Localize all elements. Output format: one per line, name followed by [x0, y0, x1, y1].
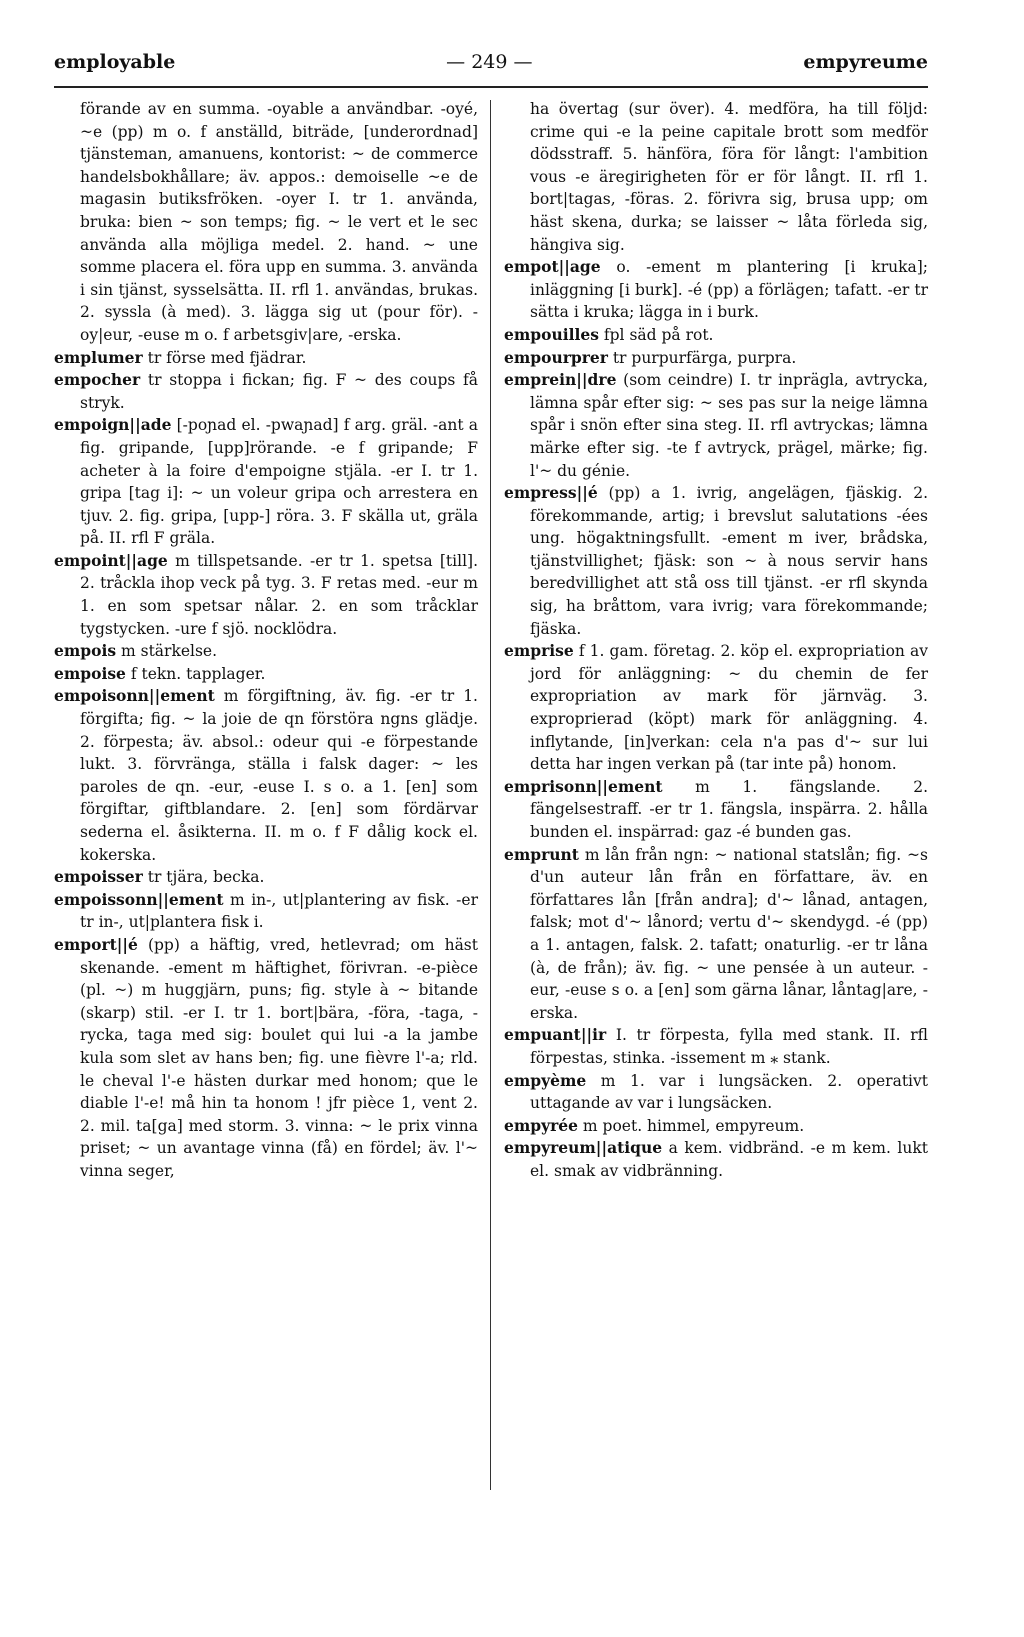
entry-text: m 1. fängslande. 2. fängelsestraff. -er tr 1. fängsla, inspärra. 2. hålla bunden el. inspärrad: gaz -é bunden gas. — [530, 777, 928, 841]
entry-headword: empois — [54, 641, 117, 661]
entry-headword: empyème — [504, 1070, 587, 1090]
entry-text: m 1. var i lungsäcken. 2. operativt uttagande av var i lungsäcken. — [530, 1071, 928, 1113]
entry-text: f tekn. tapplager. — [125, 664, 266, 683]
dictionary-entry — [54, 866, 478, 889]
entry-headword: empoisonn||ement — [54, 686, 215, 706]
dictionary-entry — [504, 776, 928, 844]
entry-headword: empocher — [54, 370, 141, 390]
dictionary-entry — [504, 1024, 928, 1069]
entry-text: a kem. vidbränd. -e m kem. lukt el. smak av vidbränning. — [530, 1139, 928, 1180]
running-head-right: empyreume — [803, 51, 928, 73]
entry-headword: empress||é — [504, 483, 598, 503]
entry-headword: empoissonn||ement — [54, 889, 224, 909]
running-head-left: employable — [54, 51, 176, 73]
entry-text: tr tjära, becka. — [142, 868, 265, 887]
dictionary-entry — [504, 844, 928, 1025]
entry-text: f 1. gam. företag. 2. köp el. expropriation av jord för anläggning: ~ du chemin de fer expropriation av mark för järnväg. 3. exproprierad (köpt) mark för anläggning. 4. inflytande, [in]verkan: cela n'a pas d'~ sur lui detta har ingen verkan på (tar inte på) honom. — [530, 642, 928, 774]
page-header — [54, 48, 928, 76]
dictionary-entry — [504, 369, 928, 482]
entry-text: m tillspetsande. -er tr 1. spetsa [till]. 2. tråckla ihop veck på tyg. 3. F retas med. -eur m 1. en som spetsar nålar. 2. en som tråcklar tygstycken. -ure f sjö. nocklödra. — [80, 551, 478, 638]
dictionary-entry — [54, 640, 478, 663]
entry-headword: emprise — [504, 641, 574, 661]
entry-headword: empoisser — [54, 867, 143, 887]
entry-text: fpl säd på rot. — [598, 325, 714, 344]
entry-headword: empouilles — [504, 324, 599, 344]
dictionary-entry — [54, 934, 478, 1183]
dictionary-entry — [504, 1115, 928, 1138]
entry-text: (pp) a häftig, vred, hetlevrad; om häst skenande. -ement m häftighet, förivran. -e-pièce (pl. ~) m huggjärn, puns; fig. style à ~ bitande (skarp) stil. -er I. tr 1. bort|bära, -föra, -taga, -rycka, taga med sig: boulet qui lui -a la jambe kula som slet av hans ben; fig. une fièvre l'-a; rld. le cheval l'-e hästen durkar med honom; que le diable l'-e! må hin ta honom ! jfr pièce 1, vent 2. 2. mil. ta[ga] med storm. 3. vinna: ~ le prix vinna priset; ~ un avantage vinna (få) en fördel; äv. l'~ vinna seger, — [80, 935, 478, 1180]
entry-text: förande av en summa. -oyable a användbar. -oyé, ~e (pp) m o. f anställd, biträde, [underordnad] tjänsteman, amanuens, kontorist: ~ de commerce handelsbokhållare; äv. appos.: demoiselle ~e de magasin butiksfröken. -oyer I. tr 1. använda, bruka: bien ~ son temps; fig. ~ le vert et le sec använda alla möjliga medel. 2. hand. ~ une somme placera el. föra upp en summa. 3. använda i sin tjänst, sysselsätta. II. rfl 1. användas, brukas. 2. syssla (à med). 3. lägga sig ut (pour för). -oy|eur, -euse m o. f arbetsgiv|are, -erska. — [80, 100, 478, 344]
entry-text: tr purpurfärga, purpra. — [607, 348, 797, 367]
entry-text: m in-, ut|plantering av fisk. -er tr in-, ut|plantera fisk i. — [80, 890, 478, 932]
dictionary-entry — [54, 98, 478, 347]
dictionary-entry — [504, 98, 928, 256]
header-rule — [54, 86, 928, 88]
entry-text: (som ceindre) I. tr inprägla, avtrycka, lämna spår efter sig: ~ ses pas sur la neige lämna spår i snön efter sina steg. II. rfl avtryckas; lämna märke efter sig. -te f avtryck, prägel, märke; fig. l'~ du génie. — [530, 371, 928, 480]
entry-text: (pp) a 1. ivrig, angelägen, fjäskig. 2. förekommande, artig; i brevslut salutations -ées ung. högaktningsfullt. -ement m iver, brådska, tjänstvillighet; fjäsk: son ~ à nous servir hans beredvillighet att stå oss till tjänst. -er rfl skynda sig, ha bråttom, vara ivrig; vara förekommande; fjäska. — [530, 484, 928, 638]
entry-headword: empourprer — [504, 347, 608, 367]
dictionary-entry — [504, 1070, 928, 1115]
dictionary-entry — [54, 550, 478, 640]
dictionary-entry — [54, 369, 478, 414]
dictionary-entry — [504, 347, 928, 370]
entry-headword: empyrée — [504, 1115, 578, 1135]
dictionary-entry — [54, 663, 478, 686]
entry-text: m lån från ngn: ~ national statslån; fig. ~s d'un auteur lån från en författare, äv. en författares lån [från andra]; d'~ lånad, antagen, falsk; mot d'~ lånord; vertu d'~ skendygd. -é (pp) a 1. antagen, falsk. 2. tafatt; onaturlig. -er tr låna (à, de från); äv. fig. ~ une pensée à un auteur. -eur, -euse s o. a [en] som gärna lånar, låntag|are, -erska. — [530, 845, 928, 1022]
entry-headword: emport||é — [54, 934, 138, 954]
dictionary-entry — [54, 685, 478, 866]
entry-text: ha övertag (sur över). 4. medföra, ha till följd: crime qui -e la peine capitale brott som medför dödsstraff. 5. hänföra, föra för långt: l'ambition vous -e äregirigheten för er för långt. II. rfl 1. bort|tagas, -föras. 2. förivra sig, brusa upp; om häst skena, durka; se laisser ~ låta förleda sig, hängiva sig. — [530, 100, 928, 254]
dictionary-entry — [504, 256, 928, 324]
dictionary-entry — [54, 414, 478, 550]
entry-headword: empoign||ade — [54, 415, 172, 435]
dictionary-entry — [54, 889, 478, 934]
entry-headword: empoise — [54, 663, 126, 683]
entry-text: m förgiftning, äv. fig. -er tr 1. förgifta; fig. ~ la joie de qn förstöra ngns glädje. 2. förpesta; äv. absol.: odeur qui -e förpestande lukt. 3. förvränga, ställa i falsk dager: ~ les paroles de qn. -eur, -euse I. s o. a 1. [en] som förgiftar, giftblandare. 2. [en] som fördärvar sederna el. åsikterna. II. m o. f F dålig kock el. kokerska. — [80, 687, 478, 864]
left-column — [54, 98, 478, 1183]
page-number: — 249 — — [446, 51, 533, 73]
entry-headword: empoint||age — [54, 550, 168, 570]
entry-headword: emprunt — [504, 844, 579, 864]
entry-text: [-poɲad el. -pwaɲad] f arg. gräl. -ant a fig. gripande, [upp]rörande. -e f gripande; F acheter à la foire d'empoigne stjäla. -er I. tr 1. gripa [tag i]: ~ un voleur gripa och arrestera en tjuv. 2. fig. gripa, [upp-] röra. 3. F skälla ut, gräla på. II. rfl F gräla. — [80, 416, 478, 548]
entry-text: tr stoppa i fickan; fig. F ~ des coups få stryk. — [80, 371, 478, 412]
entry-headword: empyreum||atique — [504, 1138, 663, 1158]
entry-headword: emprein||dre — [504, 370, 617, 390]
dictionary-entry — [504, 1137, 928, 1182]
right-column — [504, 98, 928, 1183]
entry-text: m poet. himmel, empyreum. — [578, 1116, 805, 1135]
entry-headword: empot||age — [504, 257, 601, 277]
entry-text: m stärkelse. — [116, 642, 218, 661]
entry-headword: emplumer — [54, 347, 143, 367]
entry-headword: emprisonn||ement — [504, 776, 663, 796]
entry-text: o. -ement m plantering [i kruka]; inläggning [i burk]. -é (pp) a förlägen; tafatt. -er tr sätta i kruka; lägga in i burk. — [530, 258, 928, 322]
dictionary-entry — [504, 482, 928, 640]
dictionary-entry — [504, 640, 928, 776]
entry-text: tr förse med fjädrar. — [142, 348, 307, 367]
dictionary-entry — [54, 347, 478, 370]
column-divider — [490, 100, 491, 1490]
entry-text: I. tr förpesta, fylla med stank. II. rfl förpestas, stinka. -issement m ⁎ stank. — [530, 1026, 928, 1067]
entry-headword: empuant||ir — [504, 1025, 607, 1045]
dictionary-entry — [504, 324, 928, 347]
